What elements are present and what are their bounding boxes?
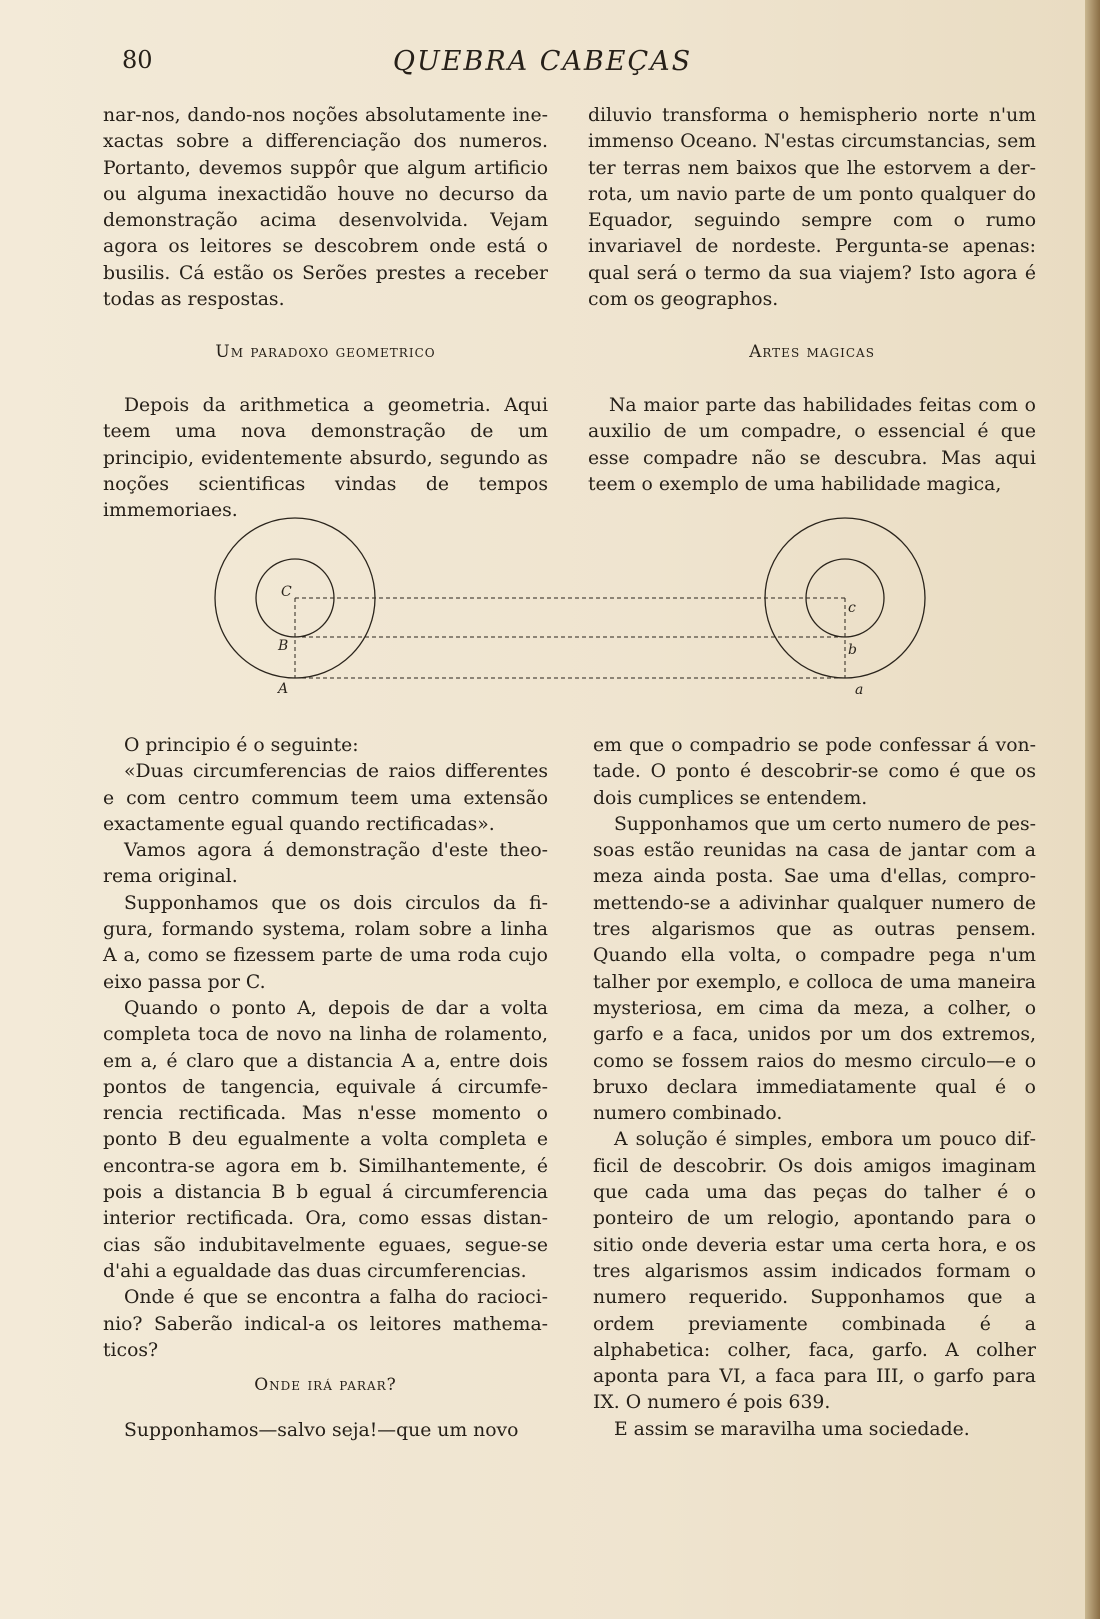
label-a: a <box>855 682 864 698</box>
left-paragraph: Supponhamos que os dois circulos da figura, formando systema, rolam sobre a linha A a, como se fizessem parte de uma roda cujo eixo passa por C. <box>103 892 548 993</box>
label-b: b <box>848 642 857 658</box>
label-c: c <box>848 600 856 616</box>
left-intro-text: nar-nos, dando-nos noções absolutamente inexactas sobre a differenciação dos numeros. Portanto, devemos suppôr que algum artificio ou alguma inexactidão houve no decurso da demonstração acima desenvolvida. Vejam agora os leitores se descobrem onde está o busilis. Cá estão os Serões prestes a receber todas as respostas. <box>103 105 548 311</box>
label-C: C <box>281 584 292 600</box>
left-paragraph: Quando o ponto A, depois de dar a volta completa toca de novo na linha de rolamento, em a, é claro que a distancia A a, entre dois pontos de tangencia, equivale á circumferencia rectificada. Mas n'esse momento o ponto B deu egualmente a volta completa e encontra-se agora em b. Similhantemente, é pois a distancia B b egual á circumferencia interior rectificada. Ora, como essas distancias são indubitavelmente eguaes, segue-se d'ahi a egualdade das duas circumferencias. <box>103 997 548 1282</box>
artes-intro <box>588 393 1036 498</box>
section-artes-heading-wrap <box>588 342 1036 362</box>
right-paragraph: A solução é simples, embora um pouco difficil de descobrir. Os dois amigos imaginam que cada uma das peças do talher é o ponteiro de um relogio, apontando para o sitio onde deveria estar uma certa hora, e os tres algarismos assim indicados formam o numero requerido. Supponhamos que a ordem previamente combinada é a alphabetica: colher, faca, garfo. A colher aponta para VI, a faca para III, o garfo para IX. O numero é pois 639. <box>593 1129 1036 1414</box>
section-onde-heading-wrap <box>103 1375 548 1395</box>
section-paradoxo-heading-wrap <box>103 342 548 362</box>
right-paragraph: E assim se maravilha uma sociedade. <box>614 1418 970 1440</box>
label-B: B <box>278 638 289 654</box>
section-heading-artes: Artes magicas <box>749 342 875 362</box>
book-spine <box>1085 0 1100 1619</box>
left-paragraph: «Duas circumferencias de raios differentes e com centro commum teem uma extensão exactamente egual quando rectificadas». <box>103 761 548 835</box>
section-heading-paradoxo: Um paradoxo geometrico <box>215 342 436 362</box>
left-paragraph: O principio é o seguinte: <box>124 735 359 756</box>
page-number: 80 <box>122 46 153 74</box>
circles-figure <box>200 513 950 713</box>
paradoxo-paragraph: Depois da arithmetica a geometria. Aqui teem uma nova demonstração de um principio, evidentemente absurdo, segundo as noções scientificas vindas de tempos immemoriaes. <box>103 395 548 522</box>
left-paragraph: Vamos agora á demonstração d'este theorema original. <box>103 840 548 888</box>
right-paragraph: Supponhamos que um certo numero de pessoas estão reunidas na casa de jantar com a meza ainda posta. Sae uma d'ellas, compromettendo-se a adivinhar qualquer numero de tres algarismos que as outras pensem. Quando ella volta, o compadre pega n'um talher por exemplo, e colloca de uma maneira mysteriosa, em cima da meza, a colher, o garfo e a faca, unidos por um dos extremos, como se fossem raios do mesmo circulo—e o bruxo declara immediatamente qual é o numero combinado. <box>593 813 1036 1125</box>
right-intro <box>588 103 1036 313</box>
paradoxo-intro <box>103 393 548 524</box>
left-intro <box>103 103 548 313</box>
right-paragraph: em que o compadrio se pode confessar á vontade. O ponto é descobrir-se como é que os dois cumplices se entendem. <box>593 735 1036 809</box>
running-title: QUEBRA CABEÇAS <box>392 46 693 77</box>
right-body <box>593 733 1036 1443</box>
onde-intro <box>103 1418 548 1444</box>
label-A: A <box>278 681 289 697</box>
right-intro-text: diluvio transforma o hemispherio norte n'um immenso Oceano. N'estas circumstancias, sem ter terras nem baixos que lhe estorvem a derrota, um navio parte de um ponto qualquer do Equador, seguindo sempre com o rumo invariavel de nordeste. Pergunta-se apenas: qual será o termo da sua viajem? Isto agora é com os geographos. <box>588 105 1036 311</box>
artes-paragraph: Na maior parte das habilidades feitas com o auxilio de um compadre, o essencial é que esse compadre não se descubra. Mas aqui teem o exemplo de uma habilidade magica, <box>588 395 1036 495</box>
left-body <box>103 733 548 1364</box>
section-heading-onde: Onde irá parar? <box>254 1375 397 1395</box>
onde-paragraph: Supponhamos—salvo seja!—que um novo <box>124 1420 519 1441</box>
left-paragraph: Onde é que se encontra a falha do raciocinio? Saberão indical-a os leitores mathematicos? <box>103 1287 548 1361</box>
page-header <box>0 46 1085 86</box>
